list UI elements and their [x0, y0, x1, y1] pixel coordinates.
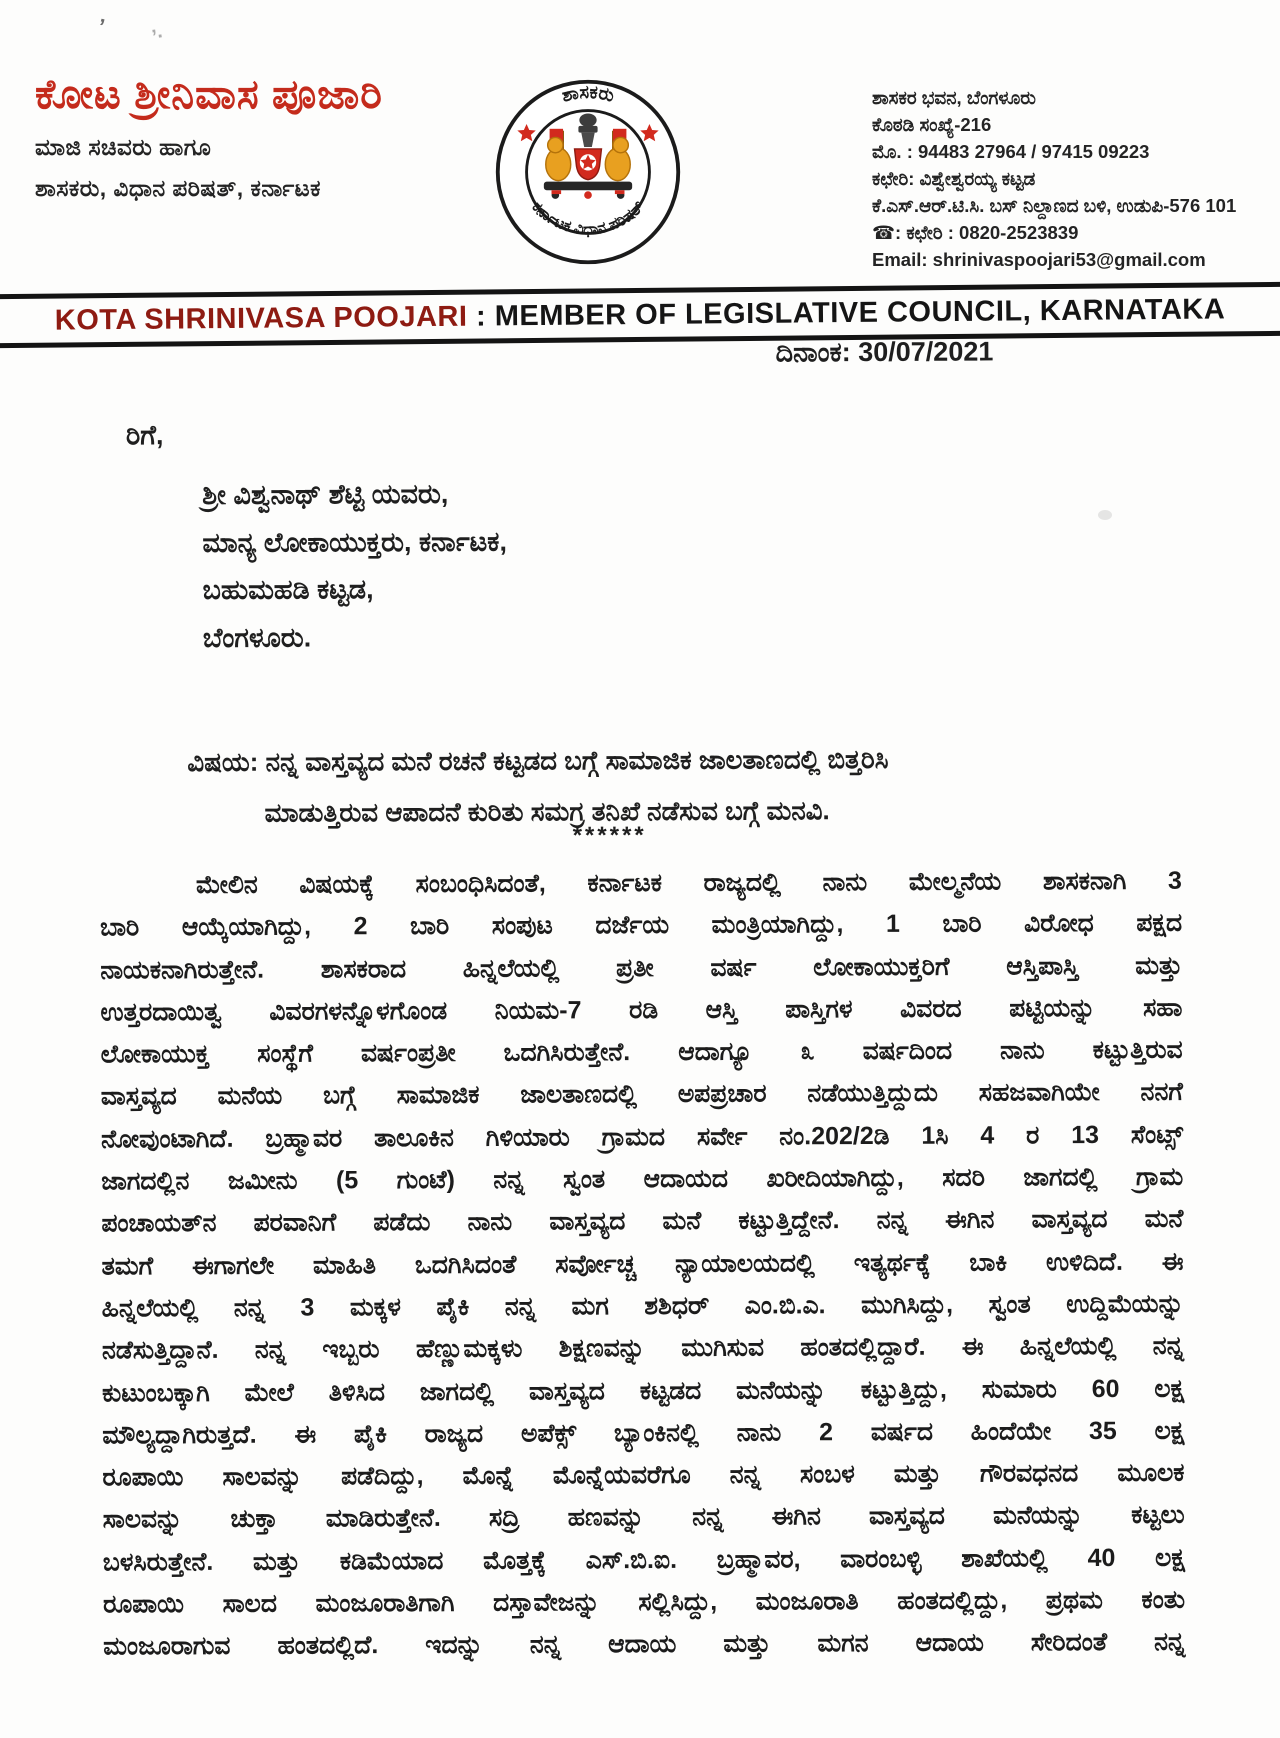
recipient-line: ಶ್ರೀ ವಿಶ್ವನಾಥ್ ಶೆಟ್ಟಿ ಯವರು,: [202, 478, 449, 510]
body-line: ಕುಟುಂಬಕ್ಕಾಗಿ ಮೇಲೆ ತಿಳಿಸಿದ ಜಾಗದಲ್ಲಿ ವಾಸ್ತವ್ಯದ ಕಟ್ಟಡದ ಮನೆಯನ್ನು ಕಟ್ಟುತ್ತಿದ್ದು, ಸುಮಾರು 60 ಲಕ್ಷ: [102, 1374, 1185, 1407]
body-line: ಲೋಕಾಯುಕ್ತ ಸಂಸ್ಥೆಗೆ ವರ್ಷಂಪ್ರತೀ ಒದಗಿಸಿರುತ್ತೇನೆ. ಆದಾಗ್ಯೂ ೩ ವರ್ಷದಿಂದ ನಾನು ಕಟ್ಟುತ್ತಿರುವ: [100, 1035, 1183, 1069]
recipient-address: [202, 471, 507, 662]
scan-speck: ’: [95, 13, 108, 40]
body-line: ರೂಪಾಯಿ ಸಾಲದ ಮಂಜೂರಾತಿಗಾಗಿ ದಸ್ತಾವೇಜನ್ನು ಸಲ್ಲಿಸಿದ್ದು, ಮಂಜೂರಾತಿ ಹಂತದಲ್ಲಿದ್ದು, ಪ್ರಥಮ ಕಂತು: [103, 1585, 1186, 1619]
body-line: ಮಂಜೂರಾಗುವ ಹಂತದಲ್ಲಿದೆ. ಇದನ್ನು ನನ್ನ ಆದಾಯ ಮತ್ತು ಮಗನ ಆದಾಯ ಸೇರಿದಂತೆ ನನ್ನ: [103, 1627, 1186, 1661]
body-line: ಬಾರಿ ಆಯ್ಕೆಯಾಗಿದ್ದು, 2 ಬಾರಿ ಸಂಪುಟ ದರ್ಜೆಯ ಮಂತ್ರಿಯಾಗಿದ್ದು, 1 ಬಾರಿ ವಿರೋಧ ಪಕ್ಷದ: [100, 908, 1183, 942]
body-line: ಮೇಲಿನ ವಿಷಯಕ್ಕೆ ಸಂಬಂಧಿಸಿದಂತೆ, ಕರ್ನಾಟಕ ರಾಜ್ಯದಲ್ಲಿ ನಾನು ಮೇಲ್ಮನೆಯ ಶಾಸಕನಾಗಿ 3: [195, 866, 1182, 899]
body-line: ನಡೆಸುತ್ತಿದ್ದಾನೆ. ನನ್ನ ಇಬ್ಬರು ಹೆಣ್ಣುಮಕ್ಕಳು ಶಿಕ್ಷಣವನ್ನು ಮುಗಿಸುವ ಹಂತದಲ್ಲಿದ್ದಾರೆ. ಈ ಹಿನ್ನಲೆಯಲ್ಲಿ ನನ್ನ: [101, 1331, 1185, 1365]
contact-line: Email: shrinivaspoojari53@gmail.com: [872, 249, 1206, 270]
subject-line-2: ಮಾಡುತ್ತಿರುವ ಆಪಾದನೆ ಕುರಿತು ಸಮಗ್ರ ತನಿಖೆ ನಡೆಸುವ ಬಗ್ಗೆ ಮನವಿ.: [264, 795, 830, 828]
subject-label: ವಿಷಯ:: [187, 746, 259, 777]
seal-bottom-text: ಕರ್ನಾಟಕ ವಿಧಾನ ಪರಿಷತ್: [528, 198, 648, 239]
asterisk-separator: ******: [572, 821, 647, 850]
body-line: ರೂಪಾಯಿ ಸಾಲವನ್ನು ಪಡೆದಿದ್ದು, ಮೊನ್ನೆ ಮೊನ್ನೆಯವರೆಗೂ ನನ್ನ ಸಂಬಳ ಮತ್ತು ಗೌರವಧನದ ಮೂಲಕ: [102, 1458, 1185, 1492]
body-line: ಹಿನ್ನಲೆಯಲ್ಲಿ ನನ್ನ 3 ಮಕ್ಕಳ ಪೈಕಿ ನನ್ನ ಮಗ ಶಶಿಧರ್ ಎಂ.ಬಿ.ಎ. ಮುಗಿಸಿದ್ದು, ಸ್ವಂತ ಉದ್ದಿಮೆಯನ್ನು: [101, 1289, 1184, 1323]
letter-body-paragraph: [100, 860, 1185, 1668]
letterhead-role-line1: ಮಾಜಿ ಸಚಿವರು ಹಾಗೂ: [35, 134, 212, 161]
contact-line: ಕಛೇರಿ: ವಿಶ್ವೇಶ್ವರಯ್ಯ ಕಟ್ಟಡ: [872, 168, 1036, 189]
seal-top-text: ಶಾಸಕರು: [559, 80, 617, 106]
contact-line: ಕೊಠಡಿ ಸಂಖ್ಯೆ-216: [872, 114, 992, 135]
body-line: ವಾಸ್ತವ್ಯದ ಮನೆಯ ಬಗ್ಗೆ ಸಾಮಾಜಿಕ ಜಾಲತಾಣದಲ್ಲಿ ಅಪಪ್ರಚಾರ ನಡೆಯುತ್ತಿದ್ದುದು ಸಹಜವಾಗಿಯೇ ನನಗೆ: [100, 1078, 1183, 1111]
scan-speck: ’·: [150, 25, 166, 49]
salutation: ರಿಗೆ,: [125, 420, 164, 451]
contact-line: ಶಾಸಕರ ಭವನ, ಬೆಂಗಳೂರು: [872, 87, 1036, 108]
body-line: ನೋವುಂಟಾಗಿದೆ. ಬ್ರಹ್ಮಾವರ ತಾಲೂಕಿನ ಗಿಳಿಯಾರು ಗ್ರಾಮದ ಸರ್ವೇ ನಂ.202/2ಡಿ 1ಸಿ 4 ರ 13 ಸೆಂಟ್ಸ್: [100, 1120, 1184, 1154]
letter-date: ದಿನಾಂಕ: 30/07/2021: [775, 336, 994, 368]
recipient-line: ಮಾನ್ಯ ಲೋಕಾಯುಕ್ತರು, ಕರ್ನಾಟಕ,: [202, 526, 507, 558]
banner-title-rest: : MEMBER OF LEGISLATIVE COUNCIL, KARNATAKA: [467, 292, 1226, 333]
contact-line: ☎: ಕಛೇರಿ : 0820-2523839: [872, 222, 1079, 243]
body-line: ಉತ್ತರದಾಯಿತ್ವ ವಿವರಗಳನ್ನೊಳಗೊಂಡ ನಿಯಮ-7 ರಡಿ ಆಸ್ತಿ ಪಾಸ್ತಿಗಳ ವಿವರದ ಪಟ್ಟಿಯನ್ನು ಸಹಾ: [100, 993, 1183, 1027]
body-line: ಜಾಗದಲ್ಲಿನ ಜಮೀನು (5 ಗುಂಟೆ) ನನ್ನ ಸ್ವಂತ ಆದಾಯದ ಖರೀದಿಯಾಗಿದ್ದು, ಸದರಿ ಜಾಗದಲ್ಲಿ ಗ್ರಾಮ: [101, 1162, 1184, 1196]
subject-line-1: [187, 733, 1082, 788]
body-line: ಸಾಲವನ್ನು ಚುಕ್ತಾ ಮಾಡಿರುತ್ತೇನೆ. ಸದ್ರಿ ಹಣವನ್ನು ನನ್ನ ಈಗಿನ ವಾಸ್ತವ್ಯದ ಮನೆಯನ್ನು ಕಟ್ಟಲು: [102, 1501, 1185, 1534]
body-line: ಪಂಚಾಯತ್‌ನ ಪರವಾನಿಗೆ ಪಡೆದು ನಾನು ವಾಸ್ತವ್ಯದ ಮನೆ ಕಟ್ಟುತ್ತಿದ್ದೇನೆ. ನನ್ನ ಈಗಿನ ವಾಸ್ತವ್ಯದ ಮನೆ: [101, 1205, 1184, 1238]
letterhead-name: ಕೋಟ ಶ್ರೀನಿವಾಸ ಪೂಜಾರಿ: [35, 71, 383, 117]
body-line: ಬಳಸಿರುತ್ತೇನೆ. ಮತ್ತು ಕಡಿಮೆಯಾದ ಮೊತ್ತಕ್ಕೆ ಎಸ್.ಬಿ.ಐ. ಬ್ರಹ್ಮಾವರ, ವಾರಂಬಳ್ಳಿ ಶಾಖೆಯಲ್ಲಿ 40 ಲಕ್ಷ: [102, 1543, 1185, 1577]
body-line: ತಮಗೆ ಈಗಾಗಲೇ ಮಾಹಿತಿ ಒದಗಿಸಿದಂತೆ ಸರ್ವೋಚ್ಚ ನ್ಯಾಯಾಲಯದಲ್ಲಿ ಇತ್ಯರ್ಥಕ್ಕೆ ಬಾಕಿ ಉಳಿದಿದೆ. ಈ: [101, 1247, 1184, 1281]
body-line: ಮೌಲ್ಯದ್ದಾಗಿರುತ್ತದೆ. ಈ ಪೈಕಿ ರಾಜ್ಯದ ಅಪೆಕ್ಸ್ ಬ್ಯಾಂಕಿನಲ್ಲಿ ನಾನು 2 ವರ್ಷದ ಹಿಂದೆಯೇ 35 ಲಕ್ಷ: [102, 1416, 1185, 1450]
recipient-line: ಬೆಂಗಳೂರು.: [202, 621, 312, 653]
contact-line: ಮೊ. : 94483 27964 / 97415 09223: [872, 141, 1150, 162]
subject-text-1: ನನ್ನ ವಾಸ್ತವ್ಯದ ಮನೆ ರಚನೆ ಕಟ್ಟಡದ ಬಗ್ಗೆ ಸಾಮಾಜಿಕ ಜಾಲತಾಣದಲ್ಲಿ ಬಿತ್ತರಿಸಿ: [265, 743, 889, 777]
banner-name-en: KOTA SHRINIVASA POOJARI: [54, 300, 468, 337]
letterhead-role-line2: ಶಾಸಕರು, ವಿಧಾನ ಪರಿಷತ್, ಕರ್ನಾಟಕ: [35, 175, 322, 202]
recipient-line: ಬಹುಮಹಡಿ ಕಟ್ಟಡ,: [202, 574, 374, 605]
contact-line: ಕೆ.ಎಸ್.ಆರ್.ಟಿ.ಸಿ. ಬಸ್ ನಿಲ್ದಾಣದ ಬಳಿ, ಉಡುಪಿ-576 101: [872, 195, 1237, 216]
body-line: ನಾಯಕನಾಗಿರುತ್ತೇನೆ. ಶಾಸಕರಾದ ಹಿನ್ನಲೆಯಲ್ಲಿ ಪ್ರತೀ ವರ್ಷ ಲೋಕಾಯುಕ್ತರಿಗೆ ಆಸ್ತಿಪಾಸ್ತಿ ಮತ್ತು: [100, 951, 1183, 984]
